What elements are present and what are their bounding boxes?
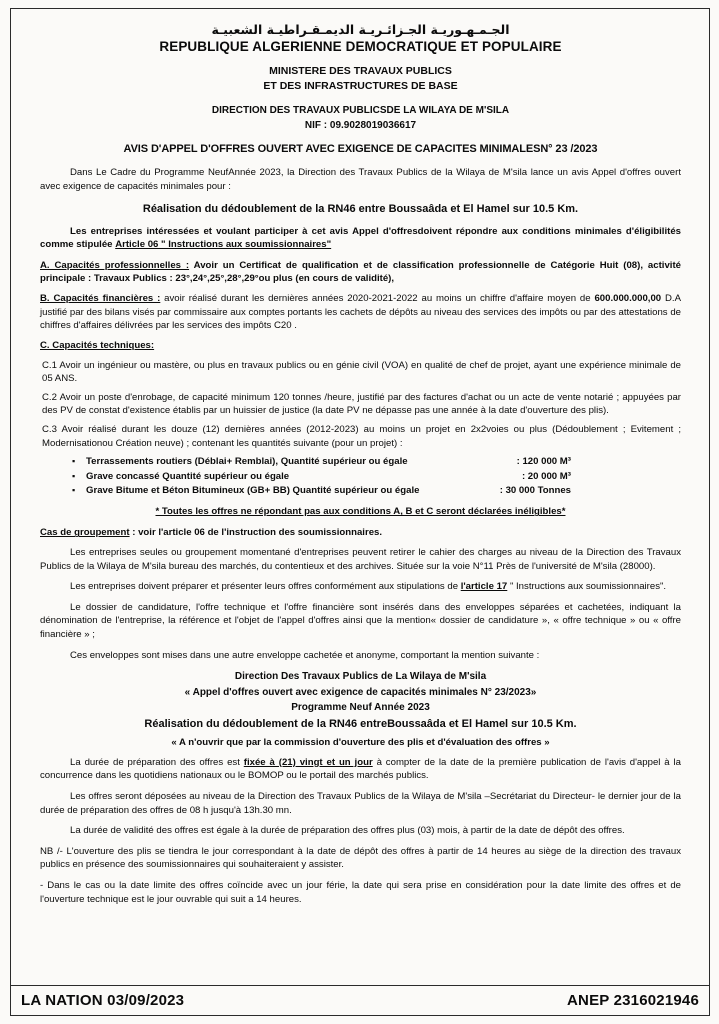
envelope-line-4: Réalisation du dédoublement de la RN46 entreBoussaâda et El Hamel sur 10.5 Km. xyxy=(144,717,577,730)
groupement-paragraph xyxy=(40,526,681,540)
validity-paragraph: La durée de validité des offres est égale à la durée de préparation des offres plus (03) mois, à partir de la date de dépôt des offres. xyxy=(70,825,625,837)
nb-paragraph: NB /- L'ouverture des plis se tiendra le jour correspondant à la date de dépôt des offres à partir de 14 heures au siège de la direction des travaux publics en présence des soumissionnaires qui souhaiteraient y assister. xyxy=(40,845,681,871)
republic-title: REPUBLIQUE ALGERIENNE DEMOCRATIQUE ET POPULAIRE xyxy=(159,39,562,54)
list-item xyxy=(86,484,681,498)
offers-preparation-paragraph xyxy=(40,580,681,594)
direction-line: DIRECTION DES TRAVAUX PUBLICSDE LA WILAYA DE M'SILA xyxy=(211,105,510,117)
intro-paragraph: Dans Le Cadre du Programme NeufAnnée 2023, la Direction des Travaux Publics de la Wilaya de M'sila lance un avis Appel d'offres ouvert avec exigence de capacités minimales pour : xyxy=(40,167,681,193)
groupement-text: : voir l'article 06 de l'instruction des soumissionnaires. xyxy=(129,527,383,539)
arabic-header: الجـمـهـوريـة الجـزائـريـة الديمـقـراطيـة الشعبيـة xyxy=(211,22,510,37)
preparation-duration-after: à compter de la date de la première publication de l'avis d'appel à la concurrence dans les quotidiens nationaux ou le BOMOP ou le portail des marchés publics. xyxy=(40,756,681,782)
page-footer xyxy=(11,985,709,1015)
section-c1: C.1 Avoir un ingénieur ou mastère, ou plus en travaux publics ou en génie civil (VOA) en qualité de chef de projet, ayant une expérience minimale de 05 ANS. xyxy=(42,359,681,385)
section-c3: C.3 Avoir réalisé durant les douze (12) dernières années (2012-2023) au moins un projet en 2x2voies ou plus (Dédoublement ; Evitement ; Modernisationou Création neuve) ; contenant les quantités suivante (pour un projet) : xyxy=(42,423,681,449)
ministry-line-2: ET DES INFRASTRUCTURES DE BASE xyxy=(263,80,458,93)
preparation-duration-paragraph xyxy=(40,756,681,783)
list-item xyxy=(86,470,681,484)
eligibility-note: * Toutes les offres ne répondant pas aux conditions A, B et C seront déclarées inéligibles* xyxy=(155,506,566,518)
offers-preparation-text-after: " Instructions aux soumissionnaires". xyxy=(507,581,667,593)
quantity-value: : 30 000 Tonnes xyxy=(499,484,571,496)
project-object: Réalisation du dédoublement de la RN46 entre Boussaâda et El Hamel sur 10.5 Km. xyxy=(142,202,579,215)
anep-number: ANEP 2316021946 xyxy=(567,992,699,1009)
nif-line: NIF : 09.9028019036617 xyxy=(304,120,417,132)
retrait-paragraph: Les entreprises seules ou groupement momentané d'entreprises peuvent retirer le cahier des charges au niveau de la Direction des Travaux Publics de la Wilaya de M'sila bureau des marchés, du contentieux et des archives. Située sur la voie N°11 Près de l'université de M'sila (28000). xyxy=(40,546,681,572)
preparation-duration-value: fixée à (21) vingt et un jour xyxy=(243,756,373,768)
section-c xyxy=(40,339,681,353)
nb-holiday-paragraph: - Dans le cas ou la date limite des offres coïncide avec un jour férie, la date qui sera prise en considération pour la date limite des offres et de l'ouverture technique est le jour ouvrable qui suit a 14 heures. xyxy=(40,880,681,905)
list-item xyxy=(86,455,681,469)
outer-envelope-paragraph: Ces enveloppes sont mises dans une autre enveloppe cachetée et anonyme, comportant la mention suivante : xyxy=(70,649,540,661)
section-a-label: A. Capacités professionnelles : xyxy=(40,259,190,271)
section-c2: C.2 Avoir un poste d'enrobage, de capacité minimum 120 tonnes /heure, justifié par des factures d'achat ou un acte de vente notarié ; appuyées par des PV de constat d'existence établis par un huissier de justice (la date PV ne dépasse pas une année à la date d'ouverture des plis). xyxy=(42,391,681,417)
section-b-text-2: D.A justifié par des bilans visés par commissaire aux comptes portants les cachets de dépôts au niveau des services des impôts ou par des attestations de chiffres d'affaires délivrées par les services des impôts C20 . xyxy=(40,293,681,332)
ministry-line-1: MINISTERE DES TRAVAUX PUBLICS xyxy=(269,65,452,77)
envelope-mention-block xyxy=(40,669,681,733)
section-b-amount: 600.000.000,00 xyxy=(594,293,662,305)
quantity-value: : 120 000 M³ xyxy=(516,456,571,468)
quantities-list xyxy=(40,455,681,498)
section-b-text-1: avoir réalisé durant les dernières années 2020-2021-2022 au moins un chiffre d'affaire moyen de xyxy=(160,293,595,305)
conditions-lead: Les entreprises intéressées et voulant participer à cet avis Appel d'offresdoivent répondre aux conditions minimales d'éligibilités comme stipulée xyxy=(40,225,681,251)
envelopes-description-paragraph: Le dossier de candidature, l'offre technique et l'offre financière sont insérés dans des enveloppes séparées et cachetées, indiquant la dénomination de l'entreprise, la référence et l'objet de l'appel d'offres ainsi que la mention« dossier de candidature », « offre technique » ou « offre financière » ; xyxy=(40,601,681,641)
ministry-block xyxy=(40,64,681,94)
article-17-ref: l'article 17 xyxy=(460,581,508,593)
conditions-article-ref: Article 06 " Instructions aux soumissionnaires" xyxy=(115,239,332,251)
section-a-text: Avoir un Certificat de qualification et de classification professionnelle de Catégorie Huit (08), activité principale : Travaux Publics : 23°,24°,25°,28°,29°ou plus (en cours de validité), xyxy=(40,259,681,285)
envelope-opening-note: « A n'ouvrir que par la commission d'ouverture des plis et d'évaluation des offres » xyxy=(171,736,550,748)
quantity-label: ▪ Grave Bitume et Béton Bitumineux (GB+ BB) Quantité supérieur ou égale xyxy=(86,484,420,496)
section-b-label: B. Capacités financières : xyxy=(40,293,161,305)
notice-title: AVIS D'APPEL D'OFFRES OUVERT AVEC EXIGENCE DE CAPACITES MINIMALESN° 23 /2023 xyxy=(123,143,598,156)
submission-paragraph: Les offres seront déposées au niveau de la Direction des Travaux Publics de la Wilaya de M'sila –Secrétariat du Directeur- le dernier jour de la durée de préparation des offres de 08 h jusqu'à 13h.30 mn. xyxy=(40,791,681,816)
envelope-line-2: « Appel d'offres ouvert avec exigence de capacités minimales N° 23/2023» xyxy=(184,686,537,698)
conditions-paragraph xyxy=(40,225,681,252)
section-b xyxy=(40,292,681,333)
envelope-line-3: Programme Neuf Année 2023 xyxy=(291,702,430,714)
direction-block xyxy=(40,103,681,133)
quantity-label: ▪ Terrassements routiers (Déblai+ Remblai), Quantité supérieur ou égale xyxy=(86,456,408,468)
section-c-label: C. Capacités techniques: xyxy=(40,339,155,351)
section-a xyxy=(40,259,681,286)
envelope-line-1: Direction Des Travaux Publics de La Wilaya de M'sila xyxy=(234,671,487,683)
groupement-label: Cas de groupement xyxy=(40,527,130,539)
quantity-label: ▪ Grave concassé Quantité supérieur ou égale xyxy=(86,470,290,482)
quantity-value: : 20 000 M³ xyxy=(521,470,571,482)
document-content xyxy=(26,10,693,906)
offers-preparation-text-before: Les entreprises doivent préparer et présenter leurs offres conformément aux stipulations de xyxy=(70,581,461,593)
preparation-duration-before: La durée de préparation des offres est xyxy=(70,756,244,768)
publication-name: LA NATION 03/09/2023 xyxy=(21,992,185,1009)
